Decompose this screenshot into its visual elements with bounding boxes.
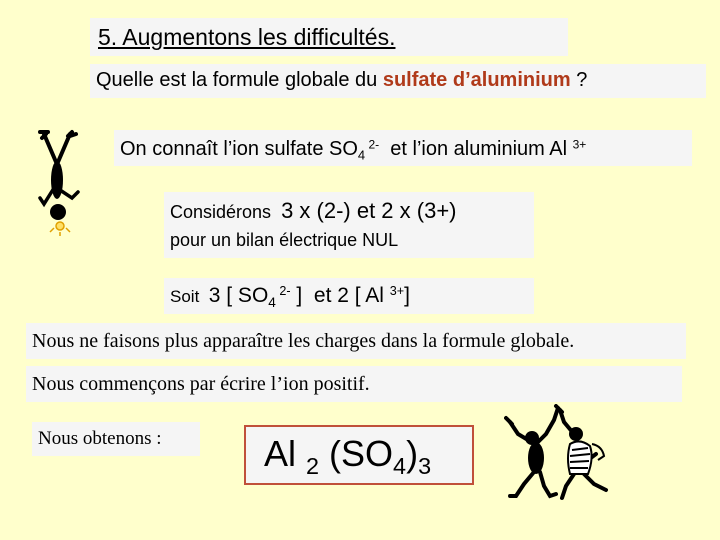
ions-aluminium-charge: 3+ — [572, 137, 587, 152]
soit-sulfate-subscript: 4 — [268, 294, 276, 310]
obtain-text: Nous obtenons : — [38, 428, 162, 449]
consider-expression: 3 x (2-) et 2 x (3+) — [281, 198, 457, 223]
soit-sulfate-charge: 2- — [275, 284, 291, 299]
positive-ion-text: Nous commençons par écrire l’ion positif. — [32, 373, 370, 395]
soit-sulfate: 3 [ SO — [208, 284, 269, 307]
formula-box — [244, 425, 474, 485]
soit-box — [164, 278, 534, 314]
question-highlight: sulfate d’aluminium — [382, 69, 571, 91]
soit-expression — [208, 284, 410, 310]
charges-box — [26, 323, 686, 359]
formula-sulfate-subscript: 4 — [393, 453, 407, 480]
consider-word: Considérons — [170, 202, 282, 222]
question-text — [96, 69, 587, 92]
ions-sulfate-subscript: 4 — [357, 147, 366, 163]
formula-group-subscript: 3 — [418, 453, 432, 480]
charges-text: Nous ne faisons plus apparaître les charges dans la formule globale. — [32, 330, 575, 352]
obtain-box — [32, 422, 200, 456]
consider-line2: pour un bilan électrique NUL — [170, 230, 399, 250]
ions-sulfate-charge: 2- — [365, 137, 380, 152]
soit-word: Soit — [170, 287, 209, 306]
soit-aluminium: ] et 2 [ Al — [290, 284, 390, 307]
consider-line1 — [170, 198, 457, 224]
ions-box — [114, 130, 692, 166]
soit-aluminium-charge: 3+ — [389, 284, 405, 299]
hanging-figure-illustration — [36, 128, 86, 240]
ions-text-sulfate: On connaît l’ion sulfate SO — [120, 138, 358, 160]
slide-title — [90, 18, 568, 56]
formula-close-paren: ) — [406, 433, 419, 474]
consider-box — [164, 192, 534, 258]
question-box — [90, 64, 706, 98]
formula-text — [264, 433, 432, 480]
formula-sulfate: (SO — [319, 433, 394, 474]
soit-line — [170, 284, 410, 308]
slide-title-text: 5. Augmentons les difficultés. — [98, 24, 396, 50]
positive-ion-box — [26, 366, 682, 402]
formula-al-subscript: 2 — [306, 453, 320, 480]
soit-close-bracket: ] — [404, 284, 410, 307]
ions-text — [120, 138, 586, 161]
question-prefix: Quelle est la formule globale du — [96, 69, 383, 91]
formula-al: Al — [264, 433, 307, 474]
question-suffix: ? — [570, 69, 588, 91]
dancing-figures-illustration — [504, 404, 614, 504]
ions-text-aluminium: et l’ion aluminium Al — [379, 138, 573, 160]
